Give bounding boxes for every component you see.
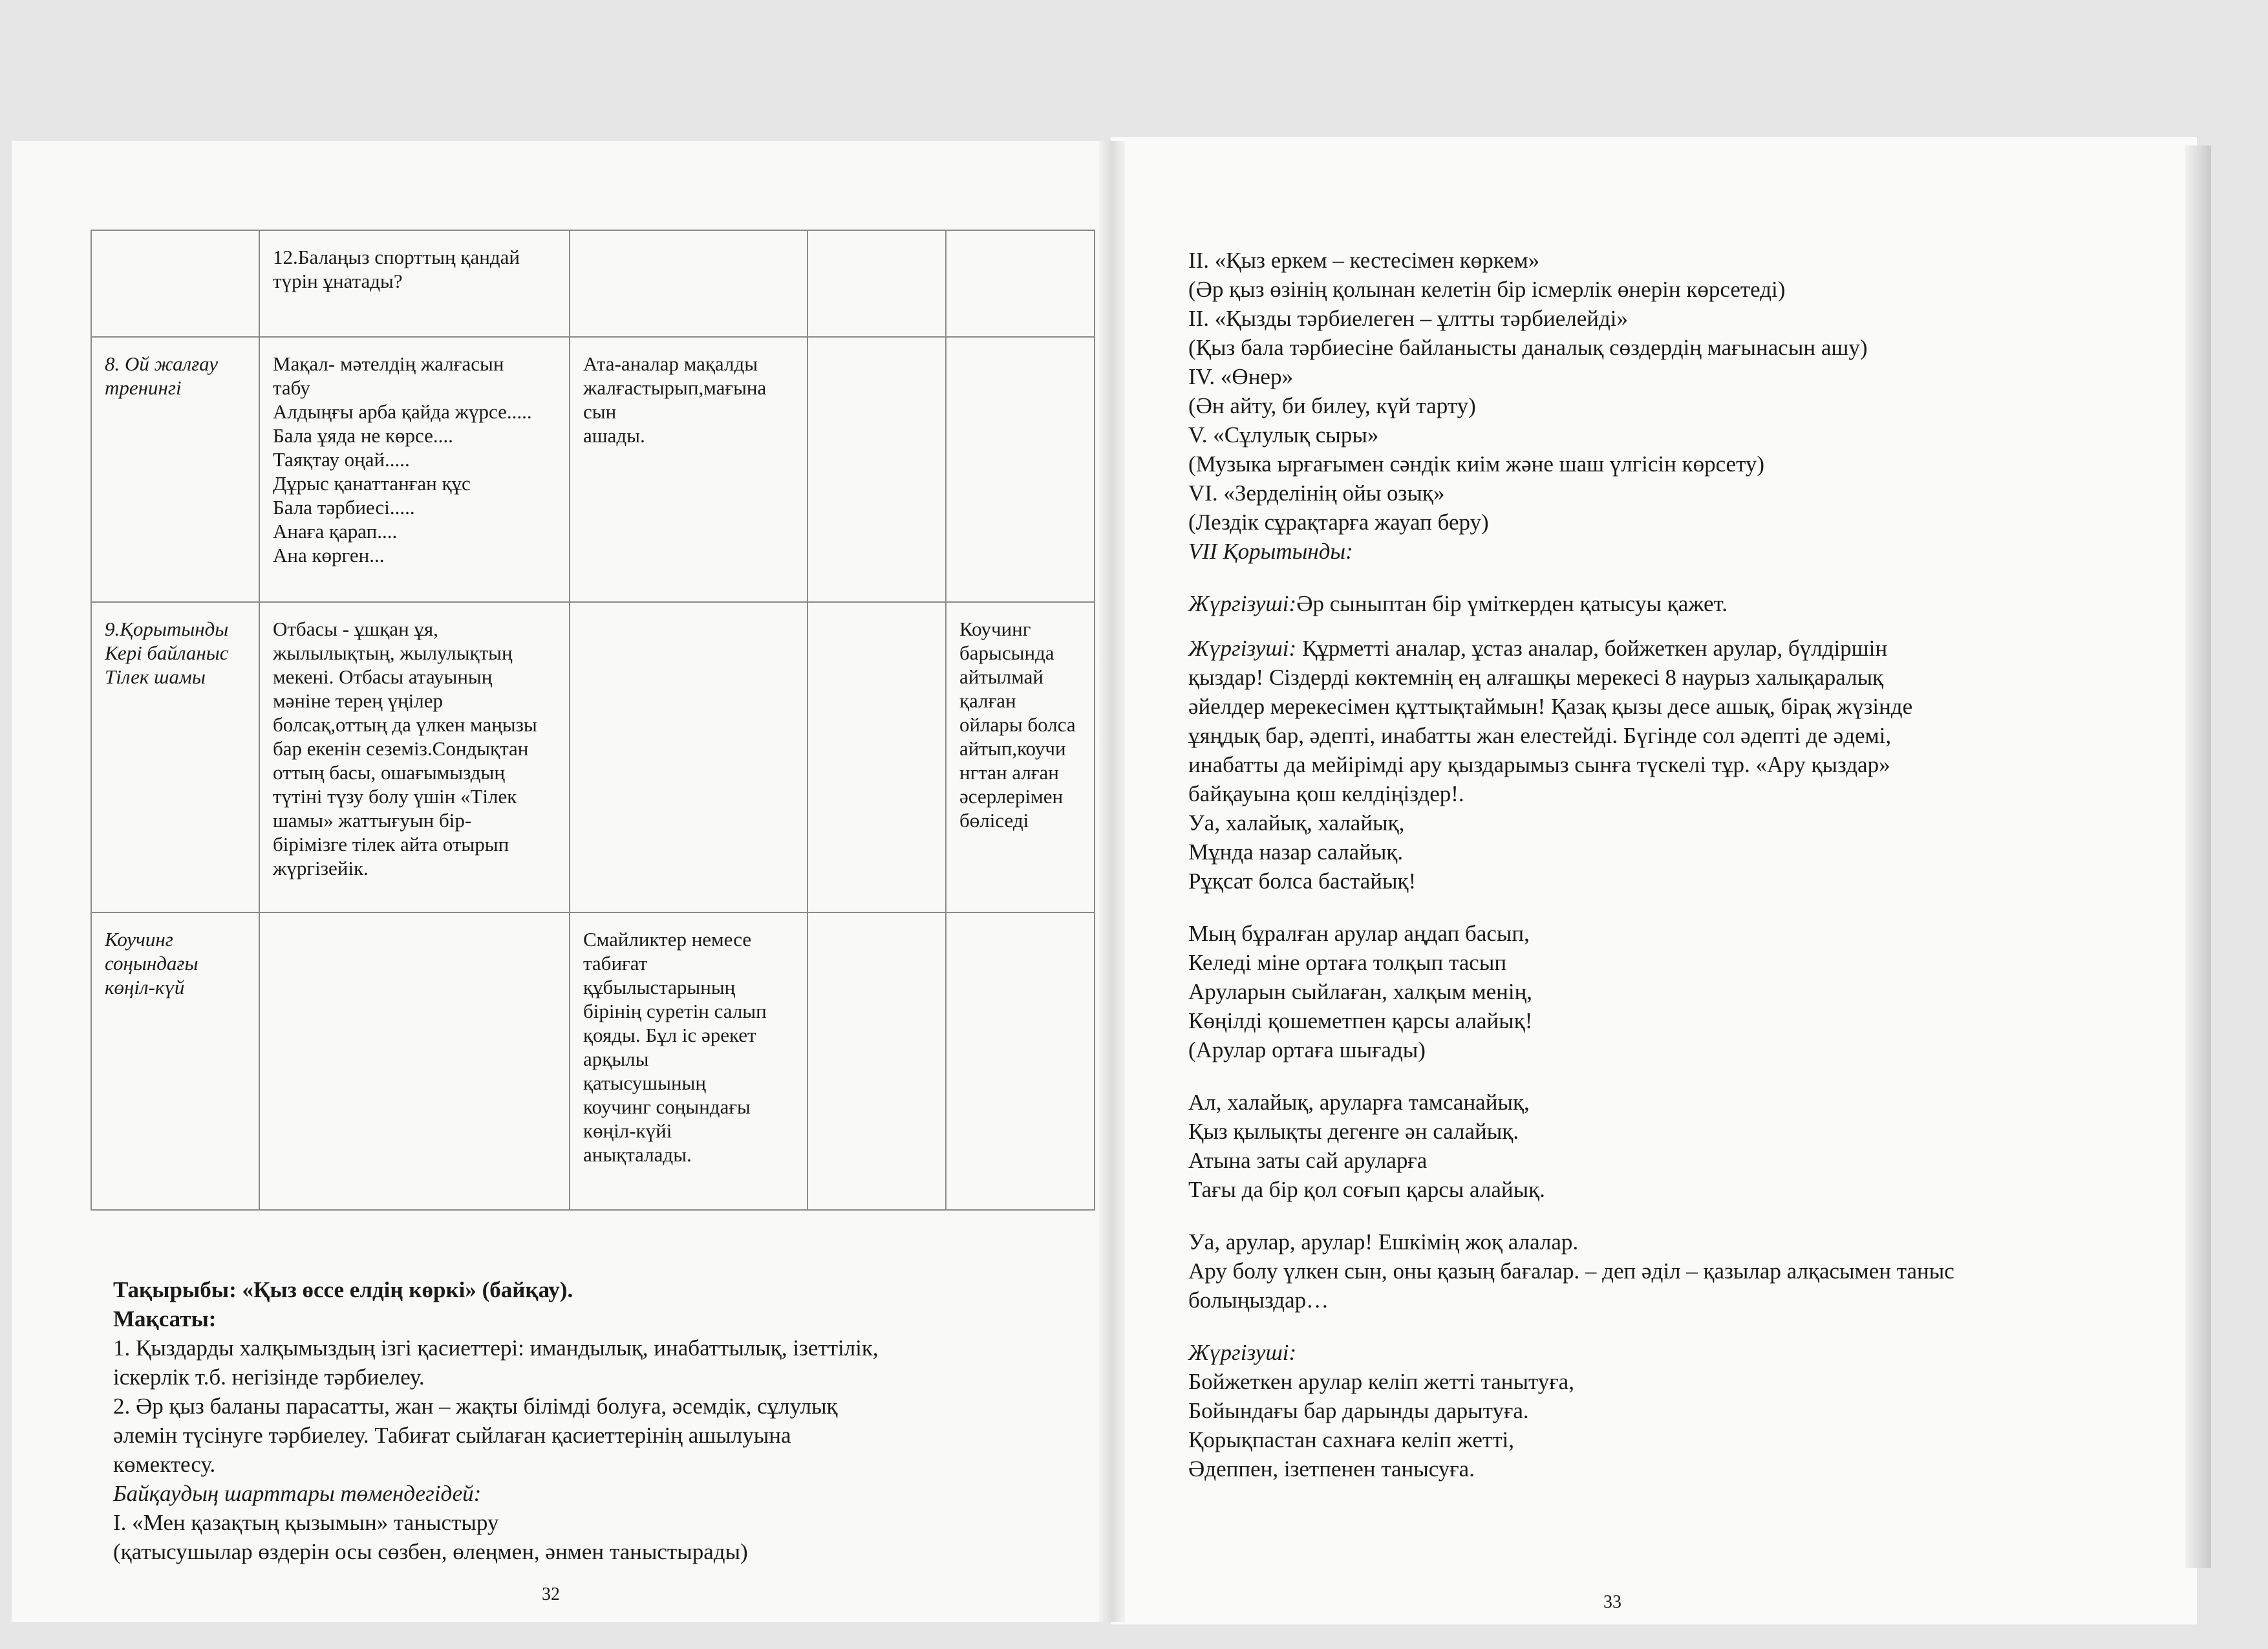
goal-line: 1. Қыздарды халқымыздың ізгі қасиеттері: имандылық, инабаттылық, ізеттілік, — [113, 1335, 879, 1361]
book-gutter — [1099, 141, 1125, 1622]
topic-heading: Тақырыбы: «Қыз өссе елдің көркі» (байқау). — [113, 1277, 573, 1302]
verse-line: Бойжеткен арулар келіп жетті танытуға, — [1188, 1369, 1574, 1394]
host-label: Жүргізуші: — [1188, 1340, 1297, 1365]
host-text: Әр сыныптан бір үміткерден қатысуы қажет. — [1296, 591, 1728, 616]
table-row — [91, 337, 1095, 602]
condition-item: І. «Мен қазақтың қызымын» таныстыру — [113, 1510, 499, 1535]
table-cell-content: Мақал- мәтелдің жалғасын табу Алдыңғы арба қайда жүрсе..... Бала ұяда не көрсе.... Таяқтау оңай..... Дұрыс қанаттанған құс Бала тәрбиесі..... Анаға қарап.... Ана көрген... — [259, 337, 570, 602]
condition-item: VI. «Зерделінің ойы озық» — [1188, 480, 1445, 506]
table-cell-activity: Смайликтер немесе табиғат құбылыстарының бірінің суретін салып қояды. Бұл іс әрекет арқылы қатысушының коучинг соңындағы көңіл-күйі анықталады. — [570, 912, 808, 1210]
verse-line: Уа, арулар, арулар! Ешкімің жоқ алалар. — [1188, 1229, 1579, 1255]
table-cell-content: Отбасы - ұшқан ұя, жылылықтың, жылулықтың мекені. Отбасы атауының мәніне терең үңілер болсақ,оттың да үлкен маңызы бар екенін сеземіз.Сондықтан оттың басы, ошағымыздың түтіні түзу болу үшін «Тілек шамы» жаттығуын бір- бірімізге тілек айта отырып жүргізейік. — [259, 602, 570, 912]
table-cell-col5: Коучинг барысында айтылмай қалған ойлары болса айтып,коучи нгтан алған әсерлерімен бөліседі — [946, 602, 1095, 912]
page-number-right: 33 — [1603, 1592, 1621, 1612]
condition-note: (Музыка ырғағымен сәндік киім және шаш үлгісін көрсету) — [1188, 451, 1765, 477]
verse-line: Ал, халайық, аруларға тамсанайық, — [1188, 1090, 1530, 1115]
left-body-text — [113, 1275, 1070, 1566]
condition-note: (қатысушылар өздерін осы сөзбен, өлеңмен, әнмен таныстырады) — [113, 1539, 748, 1564]
table-row — [91, 230, 1095, 337]
host-label: Жүргізуші: — [1188, 591, 1297, 616]
verse-line: Тағы да бір қол соғып қарсы алайық. — [1188, 1177, 1545, 1202]
table-cell-col4 — [808, 337, 946, 602]
goal-line: әлемін түсінуге тәрбиелеу. Табиғат сыйлаған қасиеттерінің ашылуына — [113, 1423, 791, 1448]
table-cell-col5 — [946, 912, 1095, 1210]
table-cell-activity: Ата-аналар мақалды жалғастырып,мағына сын ашады. — [570, 337, 808, 602]
verse-line: Көңілді қошеметпен қарсы алайық! — [1188, 1008, 1533, 1033]
verse-line: Қыз қылықты дегенге ән салайық. — [1188, 1119, 1519, 1144]
verse-line: (Арулар ортаға шығады) — [1188, 1037, 1426, 1062]
table-cell-col4 — [808, 230, 946, 337]
verse-line: болыңыздар… — [1188, 1288, 1329, 1313]
condition-note: (Ән айту, би билеу, күй тарту) — [1188, 393, 1476, 418]
verse-line: Әдеппен, ізетпенен танысуға. — [1188, 1456, 1475, 1482]
condition-note: (Қыз бала тәрбиесіне байланысты даналық сөздердің мағынасын ашу) — [1188, 335, 1868, 360]
page-edge-shadow — [2185, 146, 2211, 1568]
condition-item: V. «Сұлулық сыры» — [1188, 422, 1379, 447]
condition-item: ІІ. «Қыз еркем – кестесімен көркем» — [1188, 248, 1540, 273]
verse-line: Атына заты сай аруларға — [1188, 1148, 1428, 1173]
page-number-left: 32 — [542, 1584, 560, 1604]
verse-line: Қорықпастан сахнаға келіп жетті, — [1188, 1427, 1514, 1452]
table-cell-col4 — [808, 912, 946, 1210]
goal-line: көмектесу. — [113, 1452, 216, 1477]
verse-line: Келеді міне ортаға толқып тасып — [1188, 950, 1507, 975]
table-cell-stage: 8. Ой жалғау тренингі — [91, 337, 259, 602]
goals-label: Мақсаты: — [113, 1306, 217, 1331]
goal-line: 2. Әр қыз баланы парасатты, жан – жақты білімді болуға, әсемдік, сұлулық — [113, 1394, 838, 1419]
host-line — [1188, 589, 2132, 618]
lesson-table — [91, 230, 1095, 1211]
verse-line: Аруларын сыйлаған, халқым менің, — [1188, 979, 1533, 1004]
table-cell-col5 — [946, 337, 1095, 602]
host-speech-line: Жүргізуші: Құрметті аналар, ұстаз аналар, бойжеткен арулар, бүлдіршін — [1188, 636, 1888, 661]
condition-note: (Әр қыз өзінің қолынан келетін бір ісмерлік өнерін көрсетеді) — [1188, 277, 1786, 302]
right-body-text: ІІ. «Қыз еркем – кестесімен көркем» (Әр қыз өзінің қолынан келетін бір ісмерлік өнерін көрсетеді) ІІ. «Қызды тәрбиелеген – ұлтты тәрбиелейді» (Қыз бала тәрбиесіне байланысты даналық сөздердің мағынасын ашу) IV. «Өнер» (Ән айту, би билеу, күй тарту) V. «Сұлулық сыры» (Музыка ырғағымен сәндік киім және шаш үлгісін көрсету) VI. «Зерделінің ойы озық» (Лездік сұрақтарға жауап беру) VII Қорытынды: Жүргізуші:Әр сыныптан бір үміткерден қатысуы қажет. Жүргізуші: Құрметті аналар, ұстаз аналар, бойжеткен арулар, бүлдіршін қыздар! Сіздерді көктемнің ең алғашқы мерекесі 8 наурыз халықаралық әйелдер мерекесімен құттықтаймын! Қазақ қызы десе ашық, бірақ жүзінде ұяңдық бар, әдепті, инабатты жан елестейді. Бүгінде сол әдепті де әдемі, инабатты да мейірімді ару қыздарымыз сынға түскелі тұр. «Ару қыздар» байқауына қош келдіңіздер!. Уа, халайық, халайық, Мұнда назар салайық. Рұқсат болса бастайық! Мың бұралған арулар аңдап басып, Келеді міне ортаға толқып тасып Аруларын сыйлаған, халқым менің, Көңілді қошеметпен қарсы алайық! (Арулар ортаға шығады) Ал, халайық, аруларға тамсанайық, Қыз қылықты дегенге ән салайық. Атына заты сай аруларға Тағы да бір қол соғып қарсы алайық. Уа, арулар, арулар! Ешкімің жоқ алалар. Ару болу үлкен сын, оны қазың бағалар. – деп әділ – қазылар алқасымен таныс болыңыздар… Жүргізуші: Бойжеткен арулар келіп жетті танытуға, Бойындағы бар дарынды дарытуға. Қорықпастан сахнаға келіп жетті, Әдеппен, ізетпенен танысуға. — [1188, 246, 2132, 1483]
condition-item: IV. «Өнер» — [1188, 364, 1293, 389]
table-cell-col5 — [946, 230, 1095, 337]
condition-note: (Лездік сұрақтарға жауап беру) — [1188, 510, 1489, 535]
table-cell-content: 12.Балаңыз спорттың қандай түрін ұнатады? — [259, 230, 570, 337]
table-row — [91, 912, 1095, 1210]
table-cell-stage — [91, 230, 259, 337]
conditions-label: Байқаудың шарттары төмендегідей: — [113, 1481, 482, 1506]
conclusion-label: VII Қорытынды: — [1188, 539, 1353, 564]
goal-line: іскерлік т.б. негізінде тәрбиелеу. — [113, 1364, 425, 1390]
table-cell-stage: Коучинг соңындағы көңіл-күй — [91, 912, 259, 1210]
table-cell-content — [259, 912, 570, 1210]
verse-line: Мың бұралған арулар аңдап басып, — [1188, 921, 1530, 946]
host-label: Жүргізуші: — [1188, 636, 1297, 661]
table-row — [91, 602, 1095, 912]
condition-item: ІІ. «Қызды тәрбиелеген – ұлтты тәрбиелейді» — [1188, 306, 1628, 331]
table-cell-activity — [570, 230, 808, 337]
verse-line: Бойындағы бар дарынды дарытуға. — [1188, 1398, 1529, 1423]
table-cell-col4 — [808, 602, 946, 912]
table-cell-stage: 9.Қорытынды Кері байланыс Тілек шамы — [91, 602, 259, 912]
verse-line: Ару болу үлкен сын, оны қазың бағалар. – деп әділ – қазылар алқасымен таныс — [1188, 1258, 1954, 1284]
table-cell-activity — [570, 602, 808, 912]
